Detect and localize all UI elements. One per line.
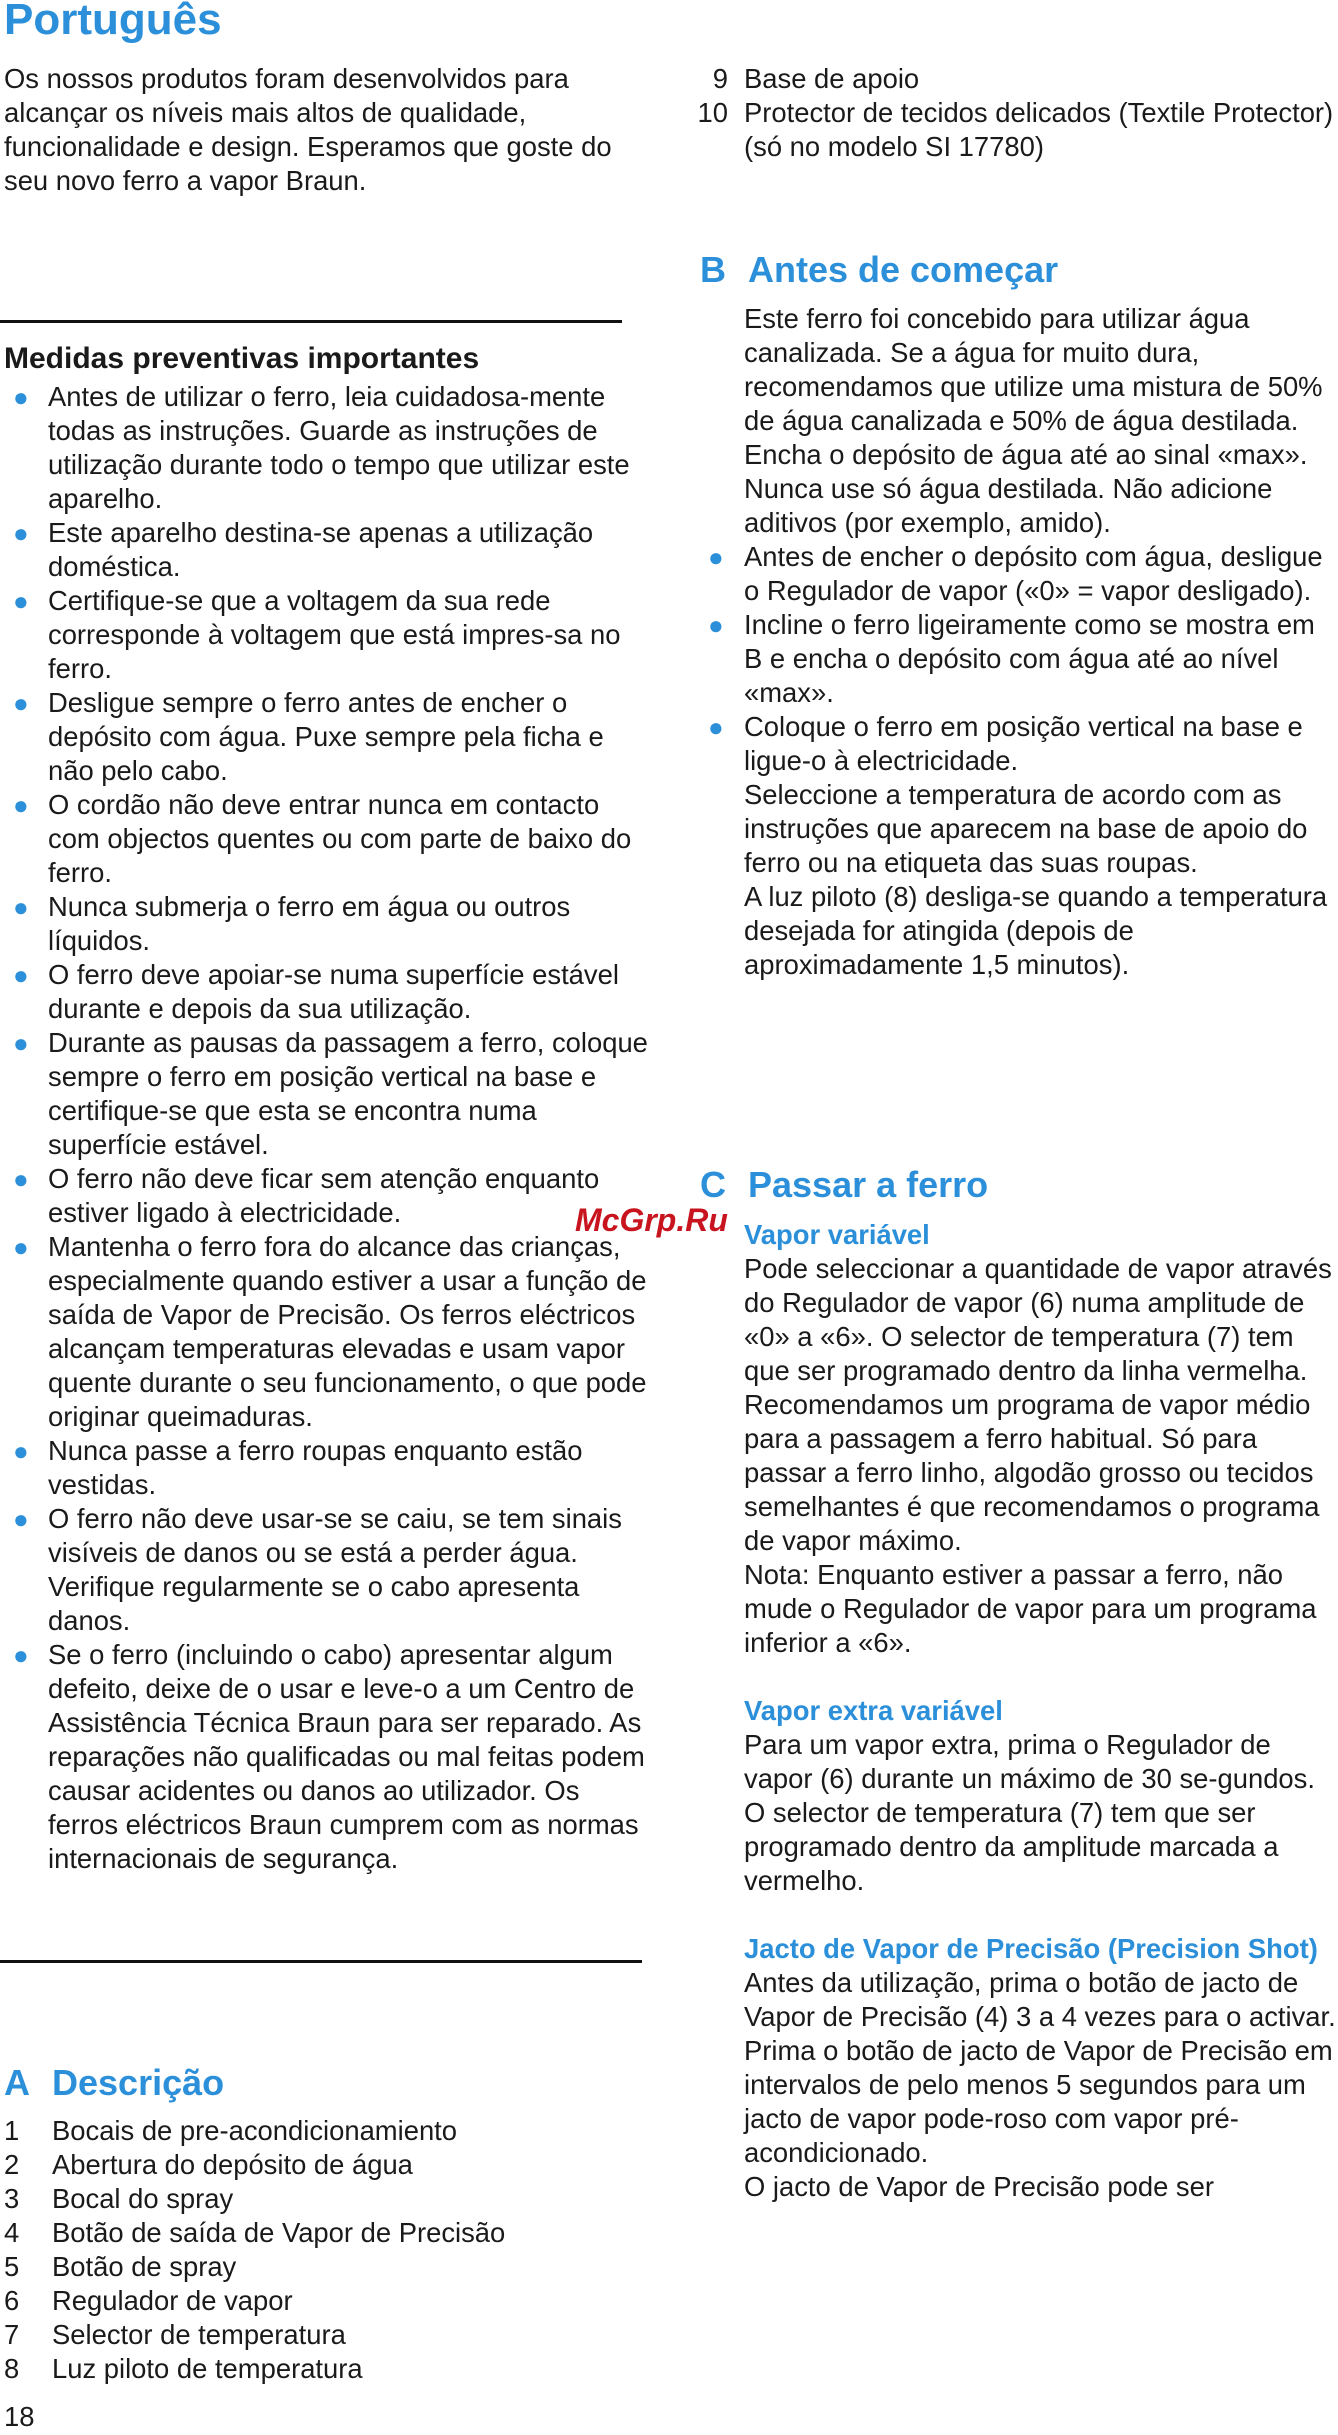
list-item: ● Nunca submerja o ferro em água ou outros líquidos. xyxy=(13,891,571,956)
subheading: Vapor variável xyxy=(744,1219,930,1250)
bullet-icon: ● xyxy=(13,790,29,820)
paragraph: O selector de temperatura (7) tem que ser programado dentro da amplitude marcada a vermelho. xyxy=(744,1797,1279,1896)
list-item: ● O ferro deve apoiar-se numa superfície estável durante e depois da sua utilização. xyxy=(13,959,619,1024)
section-b-paragraph: Este ferro foi concebido para utilizar água canalizada. Se a água for muito dura, recomendamos que utilize uma mistura de 50% de água canalizada e 50% de água destilada. Encha o depósito de água até ao sinal «max». Nunca use só água destilada. Não adicione aditivos (por exemplo, amido). xyxy=(744,303,1323,538)
list-item: 7 Selector de temperatura xyxy=(4,2319,346,2350)
paragraph: O jacto de Vapor de Precisão pode ser xyxy=(744,2171,1214,2202)
list-item: 2 Abertura do depósito de água xyxy=(4,2149,413,2180)
bullet-icon: ● xyxy=(13,1504,29,1534)
list-item: 5 Botão de spray xyxy=(4,2251,237,2282)
paragraph: Prima o botão de jacto de Vapor de Precisão em intervalos de pelo menos 5 segundos para um jacto de vapor pode-roso com vapor pré-acondicionado. xyxy=(744,2035,1333,2168)
section-c-body xyxy=(744,1218,1338,2204)
bullet-icon: ● xyxy=(13,892,29,922)
bullet-icon: ● xyxy=(13,518,29,548)
list-item: ● Desligue sempre o ferro antes de encher o depósito com água. Puxe sempre pela ficha e não pelo cabo. xyxy=(13,687,604,786)
parts-list xyxy=(4,2114,644,2386)
list-item: 10 Protector de tecidos delicados (Textile Protector) (só no modelo SI 17780) xyxy=(697,97,1334,162)
list-item: ● O cordão não deve entrar nunca em contacto com objectos quentes ou com parte de baixo do ferro. xyxy=(13,789,632,888)
bullet-icon: ● xyxy=(13,1436,29,1466)
list-item: 6 Regulador de vapor xyxy=(4,2285,293,2316)
list-item: ● Mantenha o ferro fora do alcance das crianças, especialmente quando estiver a usar a função de saída de Vapor de Precisão. Os ferros eléctricos alcançam temperaturas elevadas e usam vapor quente durante o seu funcionamento, o que pode originar queimaduras. xyxy=(13,1231,647,1432)
list-item: ● Se o ferro (incluindo o cabo) apresentar algum defeito, deixe de o usar e leve-o a um Centro de Assistência Técnica Braun para ser reparado. As reparações não qualificadas ou mal feitas podem causar acidentes ou danos ao utilizador. Os ferros eléctricos Braun cumprem com as normas internacionais de segurança. xyxy=(13,1639,645,1874)
paragraph: Para um vapor extra, prima o Regulador de vapor (6) durante un máximo de 30 se-gundos. xyxy=(744,1729,1315,1794)
list-item: ● O ferro não deve ficar sem atenção enquanto estiver ligado à electricidade. xyxy=(13,1163,600,1228)
list-item: 3 Bocal do spray xyxy=(4,2183,234,2214)
section-b-title: B Antes de começar xyxy=(700,249,1059,290)
bullet-icon: ● xyxy=(708,712,724,742)
list-item: 9 Base de apoio xyxy=(712,63,920,94)
list-item: 1 Bocais de pre-acondicionamiento xyxy=(4,2115,458,2146)
divider xyxy=(0,1960,642,1963)
bullet-icon: ● xyxy=(13,1232,29,1262)
subheading: Vapor extra variável xyxy=(744,1695,1003,1726)
list-item: 4 Botão de saída de Vapor de Precisão xyxy=(4,2217,506,2248)
list-item: ● Certifique-se que a voltagem da sua rede corresponde à voltagem que está impres-sa no ferro. xyxy=(13,585,621,684)
paragraph: Nota: Enquanto estiver a passar a ferro, não mude o Regulador de vapor para um programa inferior a «6». xyxy=(744,1559,1317,1658)
precautions-heading: Medidas preventivas importantes xyxy=(4,342,480,375)
paragraph: Recomendamos um programa de vapor médio para a passagem a ferro habitual. Só para passar a ferro linho, algodão grosso ou tecidos semelhantes é que recomendamos o programa de vapor máximo. xyxy=(744,1389,1320,1556)
list-item: ● Incline o ferro ligeiramente como se mostra em B e encha o depósito com água até ao nível «max». xyxy=(708,609,1315,708)
list-item: ● O ferro não deve usar-se se caiu, se tem sinais visíveis de danos ou se está a perder água. Verifique regularmente se o cabo apresenta danos. xyxy=(13,1503,622,1636)
page-title: Português xyxy=(4,0,222,44)
list-item: 8 Luz piloto de temperatura xyxy=(4,2353,363,2384)
parts-list-continued xyxy=(696,62,1338,164)
list-item: ● Nunca passe a ferro roupas enquanto estão vestidas. xyxy=(13,1435,583,1500)
paragraph: Antes da utilização, prima o botão de jacto de Vapor de Precisão (4) 3 a 4 vezes para o activar. xyxy=(744,1967,1336,2032)
list-item: ● Antes de encher o depósito com água, desligue o Regulador de vapor («0» = vapor desligado). xyxy=(708,541,1323,606)
divider xyxy=(0,320,622,323)
precautions-list xyxy=(0,380,648,1876)
bullet-icon: ● xyxy=(13,1164,29,1194)
list-item: ● Este aparelho destina-se apenas a utilização doméstica. xyxy=(13,517,594,582)
section-b-paragraph: Seleccione a temperatura de acordo com as instruções que aparecem na base de apoio do ferro ou na etiqueta das suas roupas. xyxy=(744,779,1308,878)
bullet-icon: ● xyxy=(13,688,29,718)
section-c-title: C Passar a ferro xyxy=(700,1164,989,1205)
section-b-body xyxy=(708,302,1338,982)
subheading: Jacto de Vapor de Precisão (Precision Shot) xyxy=(744,1933,1318,1964)
section-a-title: A Descrição xyxy=(4,2062,225,2103)
bullet-icon: ● xyxy=(708,610,724,640)
paragraph: Pode seleccionar a quantidade de vapor através do Regulador de vapor (6) numa amplitude de «0» a «6». O selector de temperatura (7) tem que ser programado dentro da linha vermelha. xyxy=(744,1253,1332,1386)
bullet-icon: ● xyxy=(13,1028,29,1058)
bullet-icon: ● xyxy=(708,542,724,572)
page-number: 18 xyxy=(4,2401,35,2432)
list-item: ● Durante as pausas da passagem a ferro, coloque sempre o ferro em posição vertical na base e certifique-se que esta se encontra numa superfície estável. xyxy=(13,1027,648,1160)
section-b-paragraph: A luz piloto (8) desliga-se quando a temperatura desejada for atingida (depois de aproximadamente 1,5 minutos). xyxy=(744,881,1328,980)
list-item: ● Antes de utilizar o ferro, leia cuidadosa-mente todas as instruções. Guarde as instruções de utilização durante todo o tempo que utilizar este aparelho. xyxy=(13,381,630,514)
intro-paragraph: Os nossos produtos foram desenvolvidos para alcançar os níveis mais altos de qualidade, funcionalidade e design. Esperamos que goste do seu novo ferro a vapor Braun. xyxy=(4,63,612,196)
list-item: ● Coloque o ferro em posição vertical na base e ligue-o à electricidade. xyxy=(708,711,1303,776)
bullet-icon: ● xyxy=(13,382,29,412)
bullet-icon: ● xyxy=(13,586,29,616)
bullet-icon: ● xyxy=(13,1640,29,1670)
watermark: McGrp.Ru xyxy=(575,1202,728,1238)
bullet-icon: ● xyxy=(13,960,29,990)
